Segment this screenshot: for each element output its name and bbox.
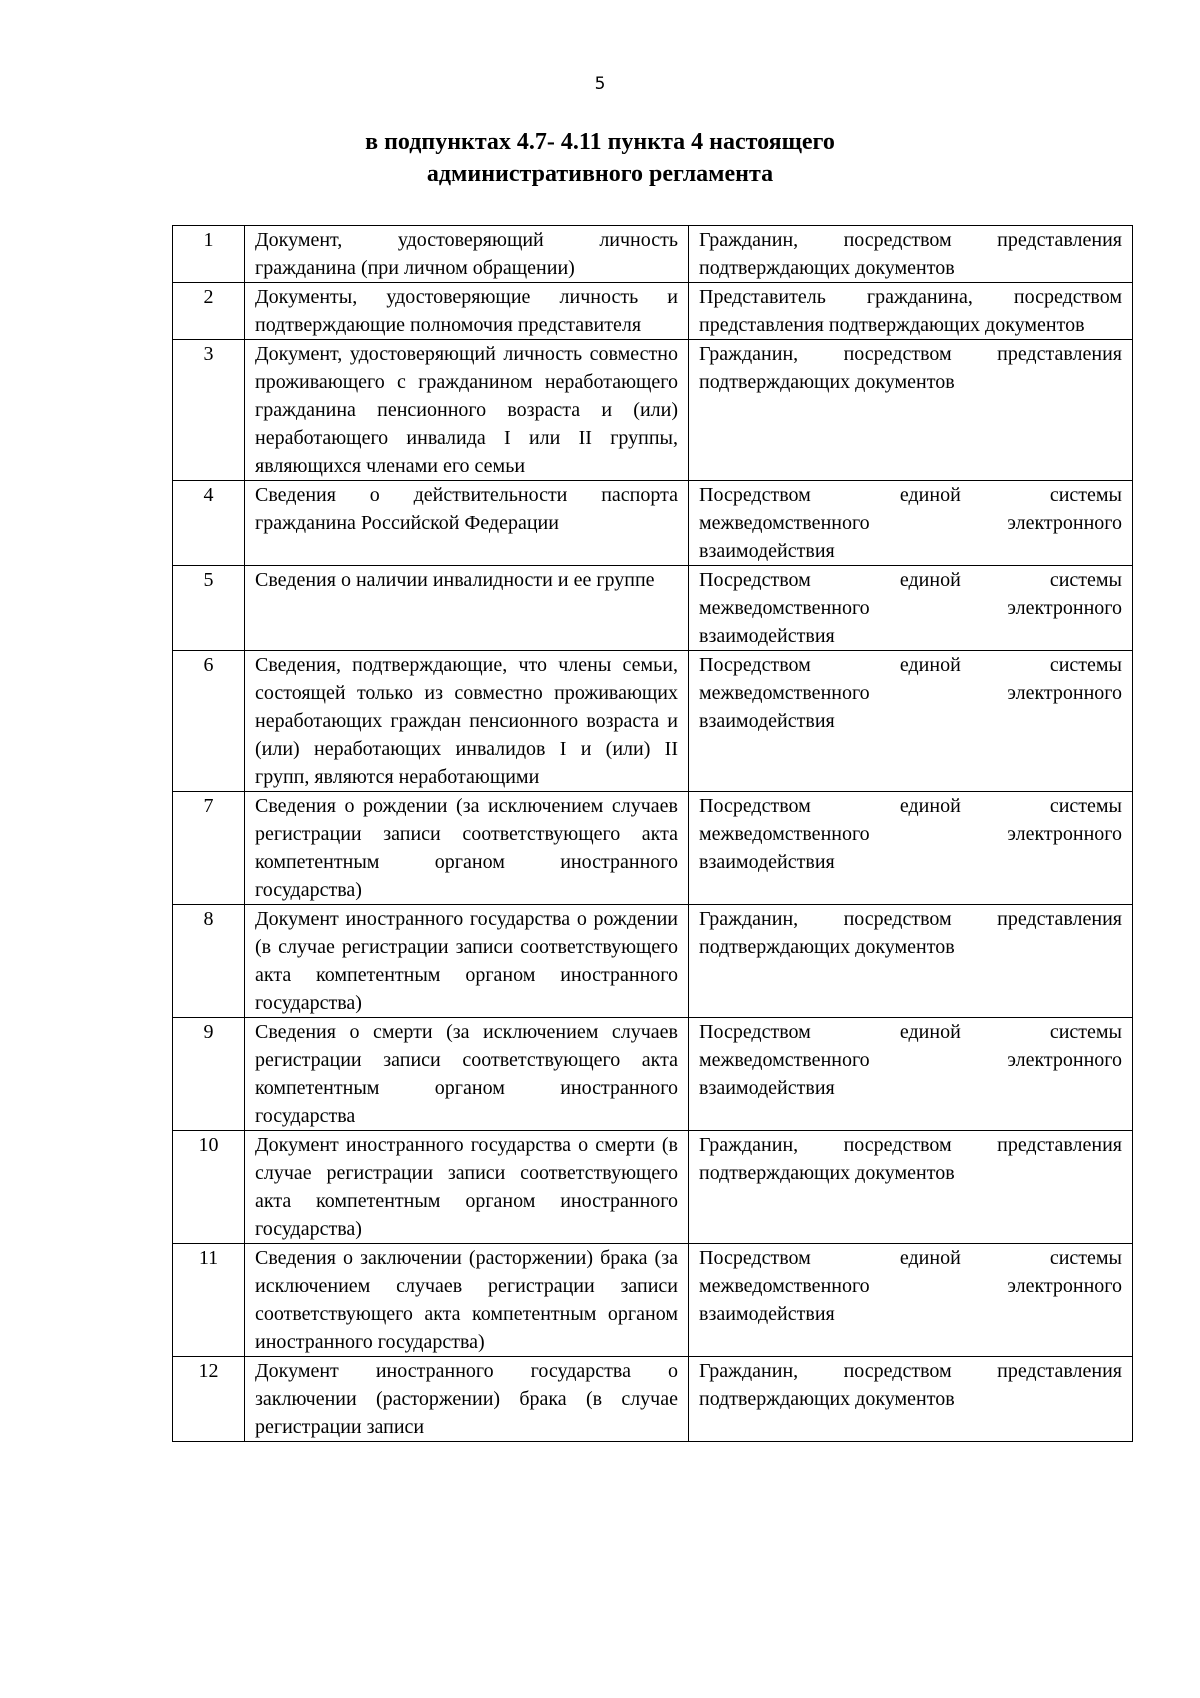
row-number: 11 — [173, 1244, 245, 1357]
method-cell: Посредством единой системы межведомственного электронного взаимодействия — [689, 1244, 1133, 1357]
row-number: 2 — [173, 283, 245, 340]
row-number: 12 — [173, 1357, 245, 1442]
document-cell: Документ иностранного государства о рождении (в случае регистрации записи соответствующего акта компетентным органом иностранного государства) — [245, 905, 689, 1018]
method-cell: Посредством единой системы межведомственного электронного взаимодействия — [689, 1018, 1133, 1131]
table-row — [173, 1131, 1133, 1244]
row-number: 6 — [173, 651, 245, 792]
row-number: 9 — [173, 1018, 245, 1131]
document-cell: Документы, удостоверяющие личность и подтверждающие полномочия представителя — [245, 283, 689, 340]
document-cell: Сведения о смерти (за исключением случаев регистрации записи соответствующего акта компетентным органом иностранного государства — [245, 1018, 689, 1131]
document-cell: Сведения о рождении (за исключением случаев регистрации записи соответствующего акта компетентным органом иностранного государства) — [245, 792, 689, 905]
method-cell: Посредством единой системы межведомственного электронного взаимодействия — [689, 651, 1133, 792]
row-number: 7 — [173, 792, 245, 905]
heading-line-2: административного регламента — [426, 161, 774, 187]
table-row — [173, 792, 1133, 905]
row-number: 10 — [173, 1131, 245, 1244]
document-cell: Сведения о наличии инвалидности и ее группе — [245, 566, 689, 651]
heading-line-1: в подпунктах 4.7- 4.11 пункта 4 настоящего — [365, 129, 835, 155]
table-row — [173, 1357, 1133, 1442]
row-number: 1 — [173, 226, 245, 283]
method-cell: Гражданин, посредством представления подтверждающих документов — [689, 1357, 1133, 1442]
document-cell: Сведения, подтверждающие, что члены семьи, состоящей только из совместно проживающих неработающих граждан пенсионного возраста и (или) неработающих инвалидов I и (или) II групп, являются неработающими — [245, 651, 689, 792]
document-cell: Документ иностранного государства о заключении (расторжении) брака (в случае регистрации записи — [245, 1357, 689, 1442]
row-number: 4 — [173, 481, 245, 566]
page-number: 5 — [594, 74, 606, 94]
method-cell: Гражданин, посредством представления подтверждающих документов — [689, 1131, 1133, 1244]
row-number: 8 — [173, 905, 245, 1018]
table-row — [173, 905, 1133, 1018]
document-cell: Документ, удостоверяющий личность гражданина (при личном обращении) — [245, 226, 689, 283]
document-cell: Сведения о действительности паспорта гражданина Российской Федерации — [245, 481, 689, 566]
method-cell: Гражданин, посредством представления подтверждающих документов — [689, 340, 1133, 481]
table-row — [173, 226, 1133, 283]
section-heading — [250, 126, 950, 190]
document-cell: Сведения о заключении (расторжении) брака (за исключением случаев регистрации записи соответствующего акта компетентным органом иностранного государства) — [245, 1244, 689, 1357]
method-cell: Представитель гражданина, посредством представления подтверждающих документов — [689, 283, 1133, 340]
method-cell: Гражданин, посредством представления подтверждающих документов — [689, 905, 1133, 1018]
method-cell: Гражданин, посредством представления подтверждающих документов — [689, 226, 1133, 283]
table-row — [173, 566, 1133, 651]
document-cell: Документ, удостоверяющий личность совместно проживающего с гражданином неработающего гражданина пенсионного возраста и (или) неработающего инвалида I или II группы, являющихся членами его семьи — [245, 340, 689, 481]
table-row — [173, 283, 1133, 340]
table-row — [173, 1018, 1133, 1131]
table-row — [173, 481, 1133, 566]
table-row — [173, 340, 1133, 481]
row-number: 5 — [173, 566, 245, 651]
documents-table — [172, 225, 1133, 1442]
document-cell: Документ иностранного государства о смерти (в случае регистрации записи соответствующего акта компетентным органом иностранного государства) — [245, 1131, 689, 1244]
method-cell: Посредством единой системы межведомственного электронного взаимодействия — [689, 792, 1133, 905]
method-cell: Посредством единой системы межведомственного электронного взаимодействия — [689, 566, 1133, 651]
table-row — [173, 1244, 1133, 1357]
method-cell: Посредством единой системы межведомственного электронного взаимодействия — [689, 481, 1133, 566]
table-row — [173, 651, 1133, 792]
row-number: 3 — [173, 340, 245, 481]
